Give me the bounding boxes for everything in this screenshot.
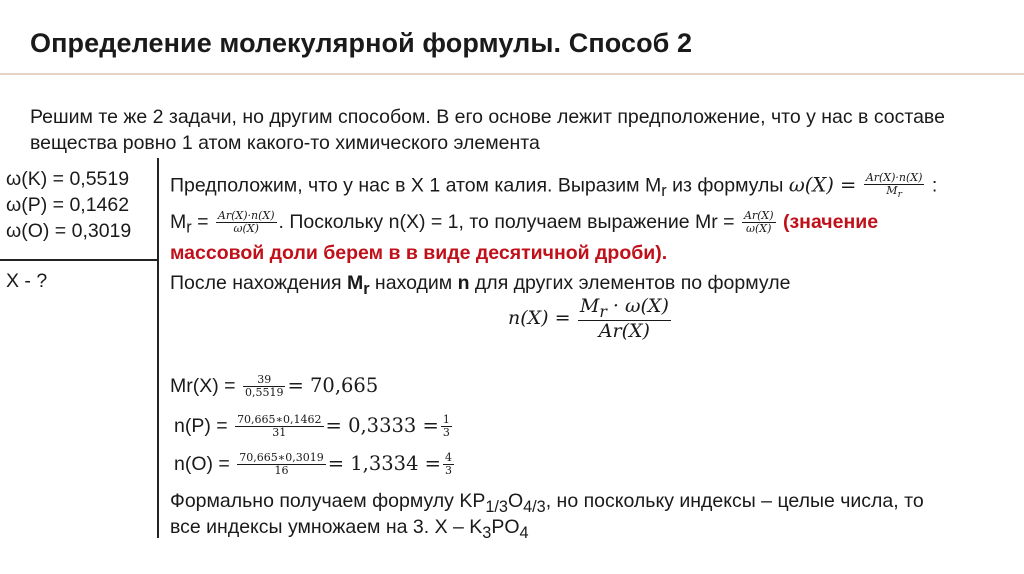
given-w-k: ω(K) = 0,5519 [6,168,130,190]
final2-sub1: 3 [482,523,492,542]
calc1-rhs: = 70,665 [287,374,379,397]
big-num: M [579,295,600,317]
calc3-den: 16 [274,464,289,478]
calc2-den: 31 [272,426,287,440]
line1-text: Предположим, что у нас в X 1 атом калия. Выразим M [170,174,662,197]
calc2-frac2 [441,414,452,439]
solution-line-4 [170,272,790,299]
calc2-fden: 3 [442,426,450,440]
given-w-o: ω(O) = 0,3019 [6,220,132,242]
final-line-2 [170,516,529,543]
line4-pre: После нахождения [170,272,347,294]
calc2-lhs: n(P) = [174,415,234,437]
big-lhs: n(X) = [508,307,571,330]
calc-no [174,452,456,477]
calc3-fnum: 4 [445,451,453,465]
line1-sub: r [661,182,667,201]
line4-mid: находим [369,272,458,294]
given-w-p: ω(P) = 0,1462 [6,194,130,216]
final1-post: , но поскольку индексы – целые числа, то [545,490,924,512]
f2-num: Ar(X)·n(X) [217,209,275,222]
final1-sub1: 1/3 [485,497,508,516]
intro-text: Решим те же 2 задачи, но другим способом. В его основе лежит предположение, что у нас в составе вещества ровно 1 атом какого-то химического элемента [30,106,945,154]
formula-mr [216,210,277,235]
calc3-frac [237,452,325,477]
formula-mr-simple [742,210,776,235]
calc1-frac [243,374,286,399]
calc3-lhs: n(O) = [174,453,236,475]
line4-bold: M [346,272,364,294]
calc2-num: 70,665∗0,1462 [237,413,322,427]
calc-mr [170,374,378,399]
final2-sub2: 4 [519,523,529,542]
f3-num: Ar(X) [743,209,774,222]
mr-sub: r [186,218,192,237]
line2-text: . Поскольку n(X) = 1, то получаем выражение Mr = [278,210,740,233]
line4-n: n [457,272,470,294]
mr-eq: = [191,210,214,233]
big-num2: · ω(X) [606,295,669,317]
final1-sub2: 4/3 [523,497,546,516]
red-note-2: массовой доли берем в в виде десятичной дроби). [170,242,668,264]
red-note-1: (значение [782,210,879,233]
line1-text2: из формулы [666,174,789,197]
calc2-frac [235,414,323,439]
final-line-1 [170,490,924,517]
given-block [6,166,131,244]
calc3-num: 70,665∗0,3019 [239,451,324,465]
vertical-divider [157,158,159,538]
mr-label: M [170,210,187,233]
omega-lhs: ω(X) = [788,173,857,197]
formula-omega [864,172,925,200]
title-divider [0,73,1024,75]
calc1-lhs: Mr(X) = [170,375,241,397]
calc1-den: 0,5519 [244,386,284,400]
formula-n [508,296,673,342]
f3-den: ω(X) [746,222,772,236]
final1-pre: Формально получаем формулу KP [170,490,486,512]
f1-den: M [886,184,898,198]
big-den: Ar(X) [598,320,650,343]
line4-post: для других элементов по формуле [469,272,791,294]
calc3-fden: 3 [445,464,453,478]
solution-line-1 [170,172,937,201]
f1-num: Ar(X)·n(X) [865,171,923,184]
find-text: X - ? [6,270,48,292]
calc2-rhs: = 0,3333 = [325,414,439,437]
slide-title: Определение молекулярной формулы. Способ 2 [30,28,693,58]
final2-mid: PO [491,516,520,538]
calc3-frac2 [443,452,454,477]
f2-den: ω(X) [233,222,259,236]
given-divider [0,259,158,261]
calc-np [174,414,454,439]
line1-end: : [931,174,938,197]
line4-bold-sub: r [363,279,370,298]
solution-line-2 [170,210,878,238]
big-frac [578,296,671,342]
calc2-fnum: 1 [442,413,450,427]
calc3-rhs: = 1,3334 = [327,452,442,475]
final1-o: O [507,490,524,512]
calc1-num: 39 [243,374,286,387]
big-num-sub: r [599,301,607,321]
final2-pre: все индексы умножаем на 3. X – K [170,516,483,538]
f1-den-sub: r [897,189,902,201]
